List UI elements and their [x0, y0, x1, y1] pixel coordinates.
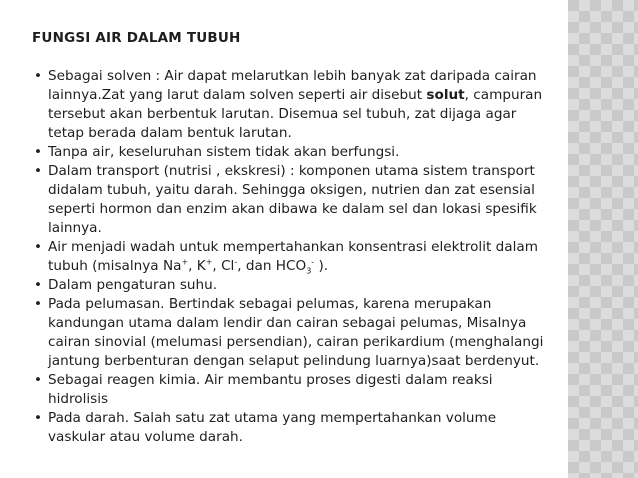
line-text: tubuh (misalnya Na — [48, 258, 182, 274]
bullet-line: hidrolisis — [48, 391, 109, 407]
bullet-reagent — [34, 371, 574, 409]
decorative-pattern-sidebar — [568, 0, 638, 478]
bullet-line: tersebut akan berbentuk larutan. Disemua sel tubuh, zat dijaga agar — [48, 106, 517, 122]
line-text: , campuran — [464, 87, 543, 103]
bullet-line: lainnya. — [48, 220, 102, 236]
ion-charge: + — [205, 257, 213, 267]
bullet-line: vaskular atau volume darah. — [48, 429, 243, 445]
bullet-line: • Tanpa air, keseluruhan sistem tidak akan berfungsi. — [48, 144, 400, 160]
bullet-line: cairan sinovial (melumasi persendian), cairan perikardium (menghalangi — [48, 334, 544, 350]
ion-charge: - — [234, 257, 238, 267]
bullet-list — [34, 67, 574, 447]
bullet-temperature — [34, 276, 574, 295]
ion-charge: - — [311, 257, 315, 267]
bullet-function — [34, 143, 574, 162]
line-text: , K — [188, 258, 206, 274]
bullet-line: • Pada darah. Salah satu zat utama yang mempertahankan volume — [48, 410, 497, 426]
bullet-line: kandungan utama dalam lendir dan cairan sebagai pelumas, Misalnya — [48, 315, 527, 331]
line-text: lainnya.Zat yang larut dalam solven seperti air disebut — [48, 87, 423, 103]
slide-title: FUNGSI AIR DALAM TUBUH — [32, 30, 241, 46]
ion-subscript: 3 — [306, 266, 312, 276]
bullet-line: didalam tubuh, yaitu darah. Sehingga oksigen, nutrien dan zat esensial — [48, 182, 535, 198]
bullet-line: seperti hormon dan enzim akan dibawa ke dalam sel dan lokasi spesifik — [48, 201, 537, 217]
bullet-line: jantung berbenturan dengan selaput pelindung luarnya)saat berdenyut. — [48, 353, 540, 369]
line-text: , dan HCO — [237, 258, 307, 274]
ion-line — [48, 257, 574, 276]
bullet-electrolyte — [34, 238, 574, 276]
bullet-blood — [34, 409, 574, 447]
bullet-line: • Pada pelumasan. Bertindak sebagai pelumas, karena merupakan — [48, 296, 492, 312]
bullet-line: • Dalam transport (nutrisi , ekskresi) : komponen utama sistem transport — [48, 163, 535, 179]
line-text: ). — [314, 258, 329, 274]
line-text: , Cl — [212, 258, 235, 274]
bold-term: solut — [426, 87, 465, 103]
bullet-line: • Air menjadi wadah untuk mempertahankan konsentrasi elektrolit dalam — [48, 239, 538, 255]
bullet-line: • Sebagai reagen kimia. Air membantu proses digesti dalam reaksi — [48, 372, 493, 388]
bullet-line — [48, 86, 574, 105]
bullet-lubrication — [34, 295, 574, 371]
bullet-line: • Sebagai solven : Air dapat melarutkan lebih banyak zat daripada cairan — [48, 68, 537, 84]
bullet-line: • Dalam pengaturan suhu. — [48, 277, 218, 293]
bullet-solvent — [34, 67, 574, 143]
ion-charge: + — [181, 257, 189, 267]
bullet-transport — [34, 162, 574, 238]
bullet-line: tetap berada dalam bentuk larutan. — [48, 125, 292, 141]
